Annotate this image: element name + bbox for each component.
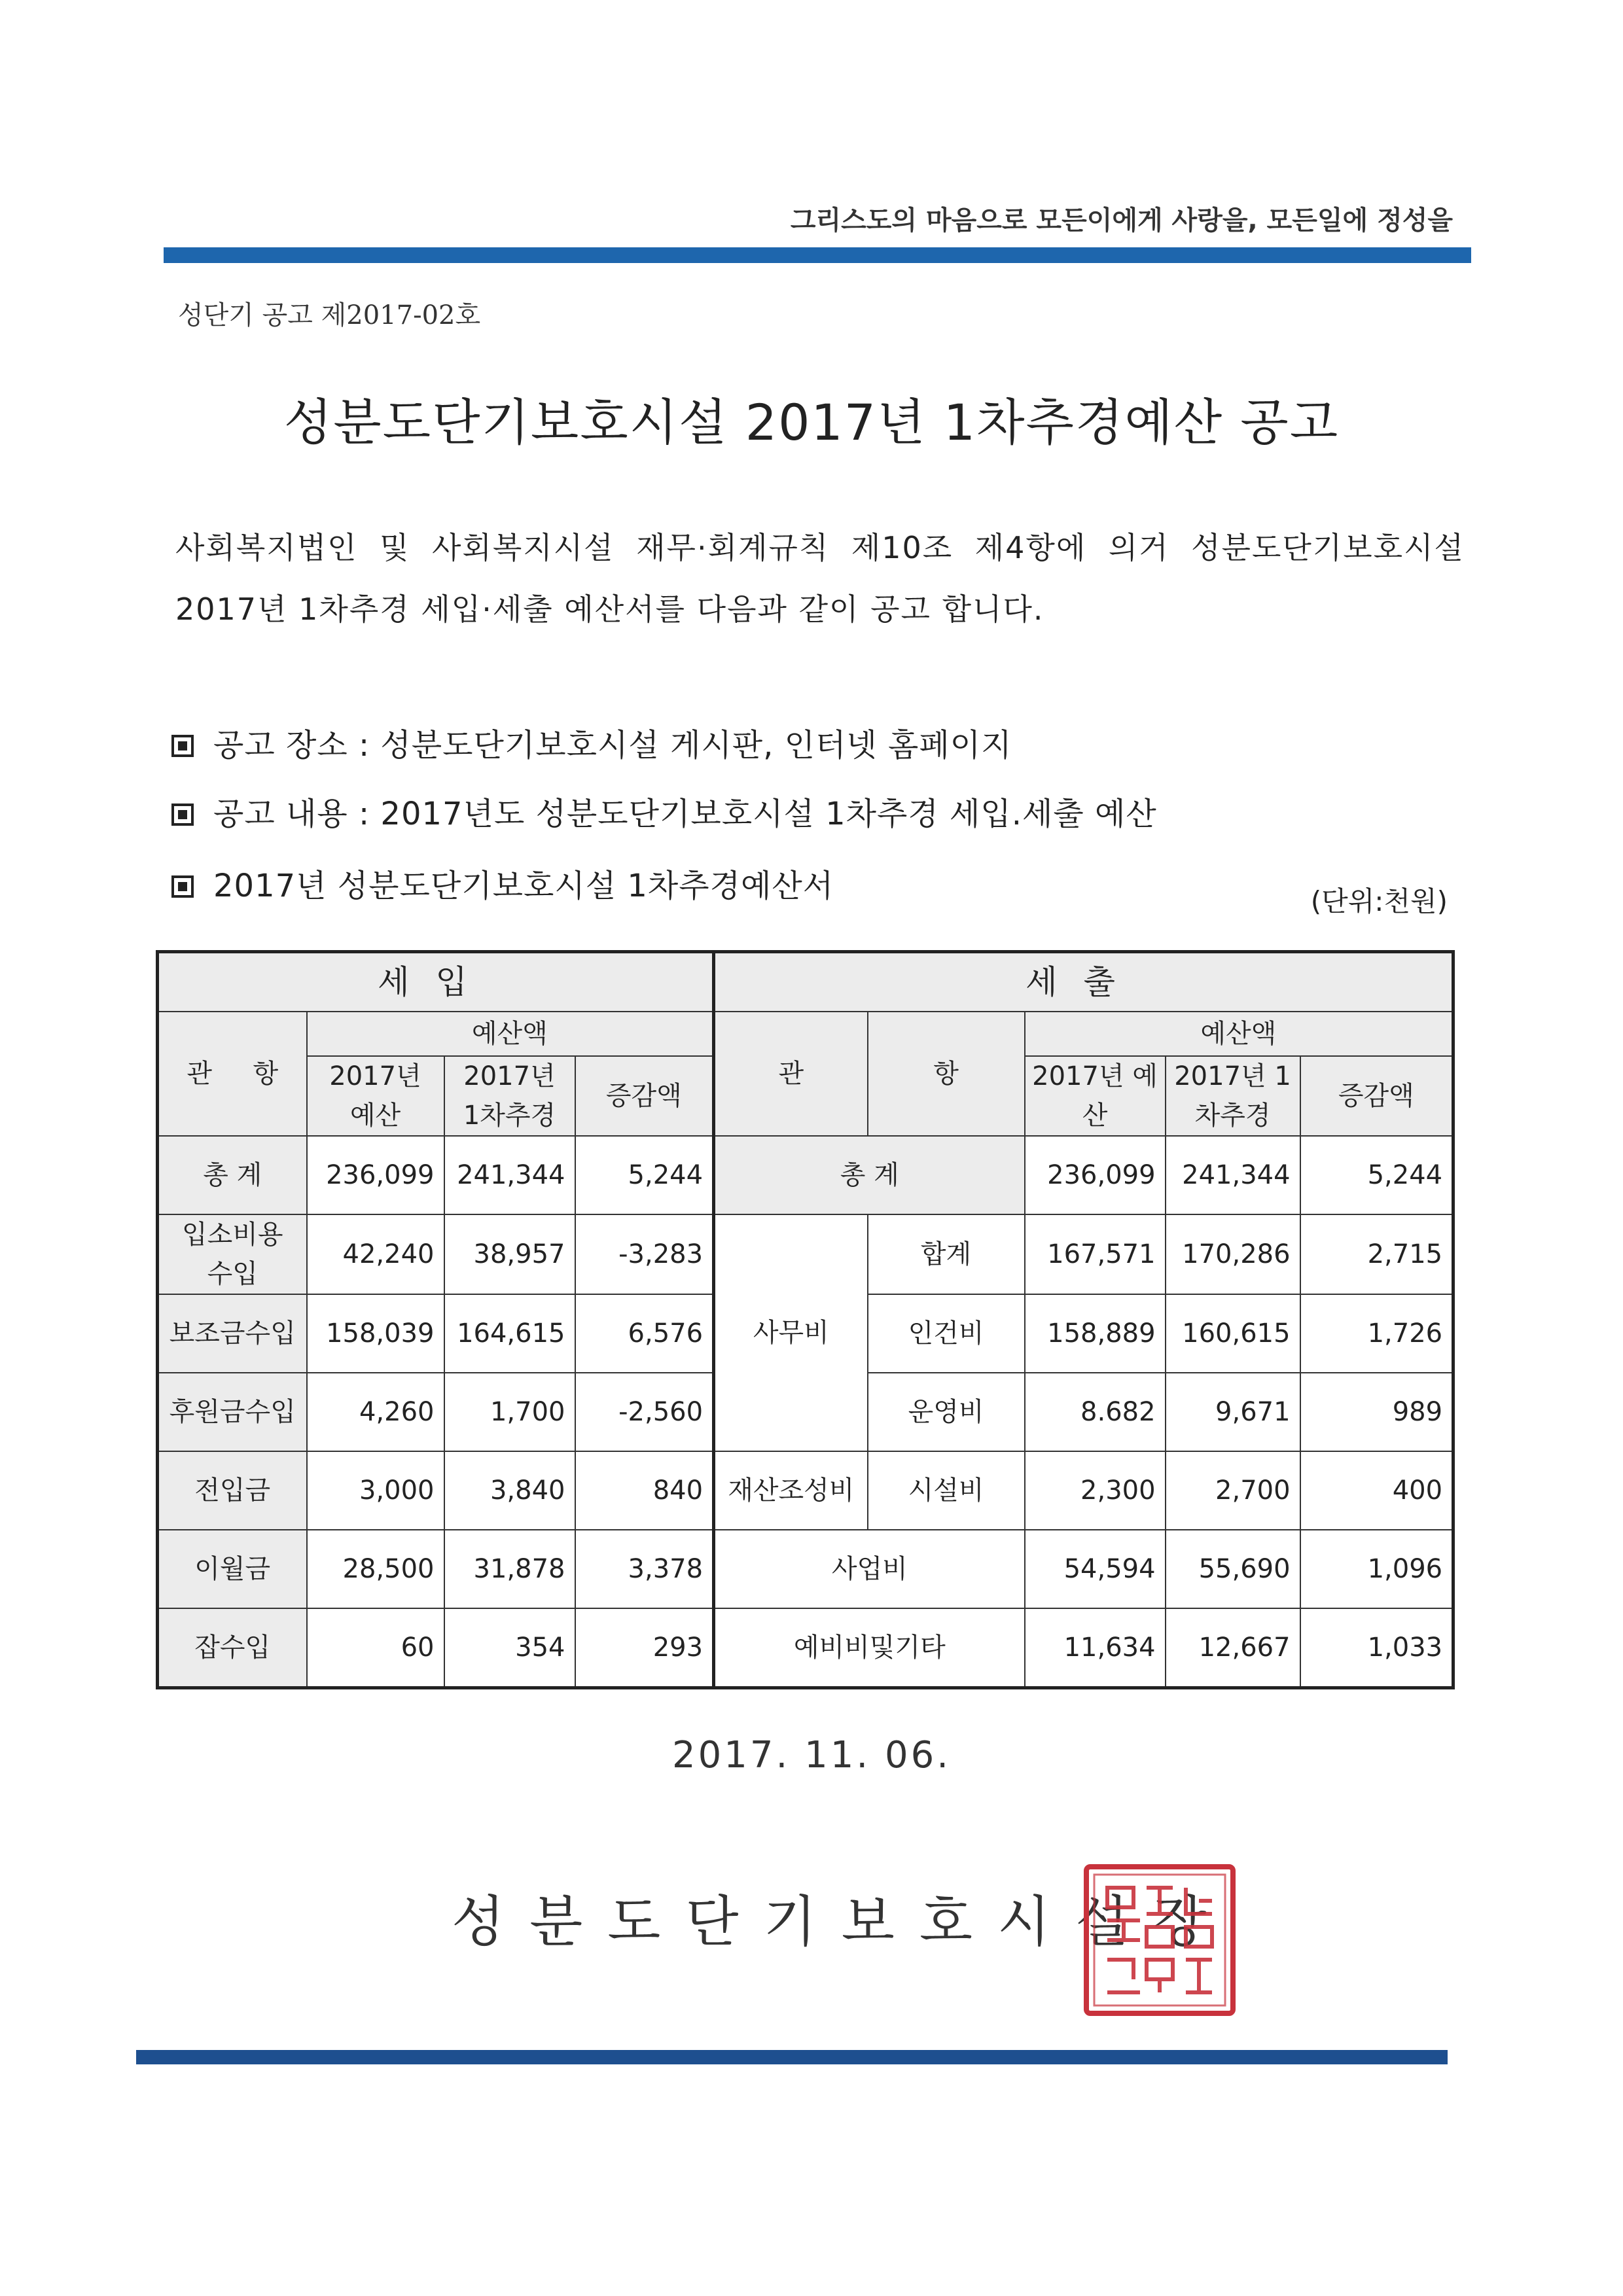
table-row-total xyxy=(158,1136,1454,1214)
expense-total-revised: 241,344 xyxy=(1166,1136,1300,1214)
expense-header-original: 2017년 예산 xyxy=(1025,1056,1166,1136)
revenue-header-budget: 예산액 xyxy=(307,1012,714,1056)
expense-revised: 12,667 xyxy=(1166,1608,1300,1688)
official-seal xyxy=(1081,1862,1238,2019)
bullet-budget-title xyxy=(171,860,834,906)
bullet-text: 공고 내용 : 2017년도 성분도단기보호시설 1차추경 세입.세출 예산 xyxy=(213,796,1157,832)
revenue-section-title: 세입 xyxy=(158,952,714,1012)
revenue-total-original: 236,099 xyxy=(307,1136,444,1214)
unit-label: (단위:천원) xyxy=(1310,885,1448,917)
square-bullet-icon xyxy=(171,875,194,898)
header-gwan: 관 xyxy=(187,1059,213,1089)
revenue-original: 158,039 xyxy=(307,1294,444,1373)
revenue-diff: -2,560 xyxy=(575,1373,714,1451)
expense-header-diff: 증감액 xyxy=(1300,1056,1454,1136)
table-row xyxy=(158,1451,1454,1530)
expense-hang: 합계 xyxy=(868,1214,1025,1294)
expense-revised: 2,700 xyxy=(1166,1451,1300,1530)
expense-original: 2,300 xyxy=(1025,1451,1166,1530)
expense-section-title: 세출 xyxy=(714,952,1454,1012)
revenue-diff: 3,378 xyxy=(575,1530,714,1608)
bullet-text: 공고 장소 : 성분도단기보호시설 게시판, 인터넷 홈페이지 xyxy=(213,727,1012,764)
expense-total-label: 총 계 xyxy=(714,1136,1025,1214)
revenue-revised: 31,878 xyxy=(444,1530,575,1608)
expense-original: 8.682 xyxy=(1025,1373,1166,1451)
bullet-text: 2017년 성분도단기보호시설 1차추경예산서 xyxy=(213,868,834,904)
revenue-label: 보조금수입 xyxy=(158,1294,307,1373)
revenue-label: 이월금 xyxy=(158,1530,307,1608)
revenue-header-diff: 증감액 xyxy=(575,1056,714,1136)
expense-diff: 989 xyxy=(1300,1373,1454,1451)
bullet-place xyxy=(171,720,1012,765)
expense-total-diff: 5,244 xyxy=(1300,1136,1454,1214)
header-hang: 항 xyxy=(253,1059,279,1089)
expense-header-revised: 2017년 1차추경 xyxy=(1166,1056,1300,1136)
revenue-revised: 1,700 xyxy=(444,1373,575,1451)
revenue-diff: 6,576 xyxy=(575,1294,714,1373)
bullet-content xyxy=(171,788,1157,834)
expense-hang: 시설비 xyxy=(868,1451,1025,1530)
revenue-revised: 354 xyxy=(444,1608,575,1688)
revenue-total-diff: 5,244 xyxy=(575,1136,714,1214)
table-row xyxy=(158,1214,1454,1294)
square-bullet-icon xyxy=(171,735,194,757)
table-row xyxy=(158,1530,1454,1608)
revenue-original: 28,500 xyxy=(307,1530,444,1608)
signer-name: 성분도단기보호시설장 xyxy=(452,1890,1232,1954)
revenue-revised: 164,615 xyxy=(444,1294,575,1373)
revenue-header-gwan-hang xyxy=(158,1012,307,1136)
footer-rule xyxy=(136,2050,1448,2064)
revenue-original: 42,240 xyxy=(307,1214,444,1294)
notice-paragraph: 사회복지법인 및 사회복지시설 재무·회계규칙 제10조 제4항에 의거 성분도단기보호시설 2017년 1차추경 세입·세출 예산서를 다음과 같이 공고 합니다. xyxy=(175,530,1465,627)
square-bullet-icon xyxy=(171,804,194,826)
expense-total-original: 236,099 xyxy=(1025,1136,1166,1214)
revenue-total-label: 총 계 xyxy=(158,1136,307,1214)
revenue-label: 전입금 xyxy=(158,1451,307,1530)
revenue-total-revised: 241,344 xyxy=(444,1136,575,1214)
revenue-revised: 38,957 xyxy=(444,1214,575,1294)
expense-diff: 1,033 xyxy=(1300,1608,1454,1688)
table-row xyxy=(158,1608,1454,1688)
expense-hang: 예비비및기타 xyxy=(714,1608,1025,1688)
budget-table xyxy=(156,950,1455,1689)
notice-date: 2017. 11. 06. xyxy=(671,1734,952,1776)
expense-diff: 1,726 xyxy=(1300,1294,1454,1373)
revenue-diff: -3,283 xyxy=(575,1214,714,1294)
revenue-label: 잡수입 xyxy=(158,1608,307,1688)
expense-original: 11,634 xyxy=(1025,1608,1166,1688)
expense-hang: 사업비 xyxy=(714,1530,1025,1608)
page-title: 성분도단기보호시설 2017년 1차추경예산 공고 xyxy=(283,393,1340,451)
expense-revised: 55,690 xyxy=(1166,1530,1300,1608)
expense-revised: 170,286 xyxy=(1166,1214,1300,1294)
expense-hang: 운영비 xyxy=(868,1373,1025,1451)
expense-header-gwan: 관 xyxy=(714,1012,868,1136)
header-rule xyxy=(164,247,1471,263)
revenue-header-original: 2017년 예산 xyxy=(307,1056,444,1136)
expense-diff: 1,096 xyxy=(1300,1530,1454,1608)
expense-diff: 400 xyxy=(1300,1451,1454,1530)
expense-header-hang: 항 xyxy=(868,1012,1025,1136)
expense-hang: 인건비 xyxy=(868,1294,1025,1373)
expense-group-office: 사무비 xyxy=(714,1214,868,1451)
expense-revised: 9,671 xyxy=(1166,1373,1300,1451)
header-motto: 그리스도의 마음으로 모든이에게 사랑을, 모든일에 정성을 xyxy=(790,205,1453,236)
expense-group-property: 재산조성비 xyxy=(714,1451,868,1530)
expense-original: 167,571 xyxy=(1025,1214,1166,1294)
revenue-diff: 840 xyxy=(575,1451,714,1530)
revenue-label: 후원금수입 xyxy=(158,1373,307,1451)
expense-original: 158,889 xyxy=(1025,1294,1166,1373)
expense-header-budget: 예산액 xyxy=(1025,1012,1454,1056)
revenue-original: 60 xyxy=(307,1608,444,1688)
revenue-revised: 3,840 xyxy=(444,1451,575,1530)
expense-original: 54,594 xyxy=(1025,1530,1166,1608)
revenue-header-revised: 2017년 1차추경 xyxy=(444,1056,575,1136)
revenue-original: 3,000 xyxy=(307,1451,444,1530)
expense-revised: 160,615 xyxy=(1166,1294,1300,1373)
expense-diff: 2,715 xyxy=(1300,1214,1454,1294)
revenue-diff: 293 xyxy=(575,1608,714,1688)
revenue-label: 입소비용 수입 xyxy=(158,1214,307,1294)
revenue-original: 4,260 xyxy=(307,1373,444,1451)
document-number: 성단기 공고 제2017-02호 xyxy=(178,300,481,330)
